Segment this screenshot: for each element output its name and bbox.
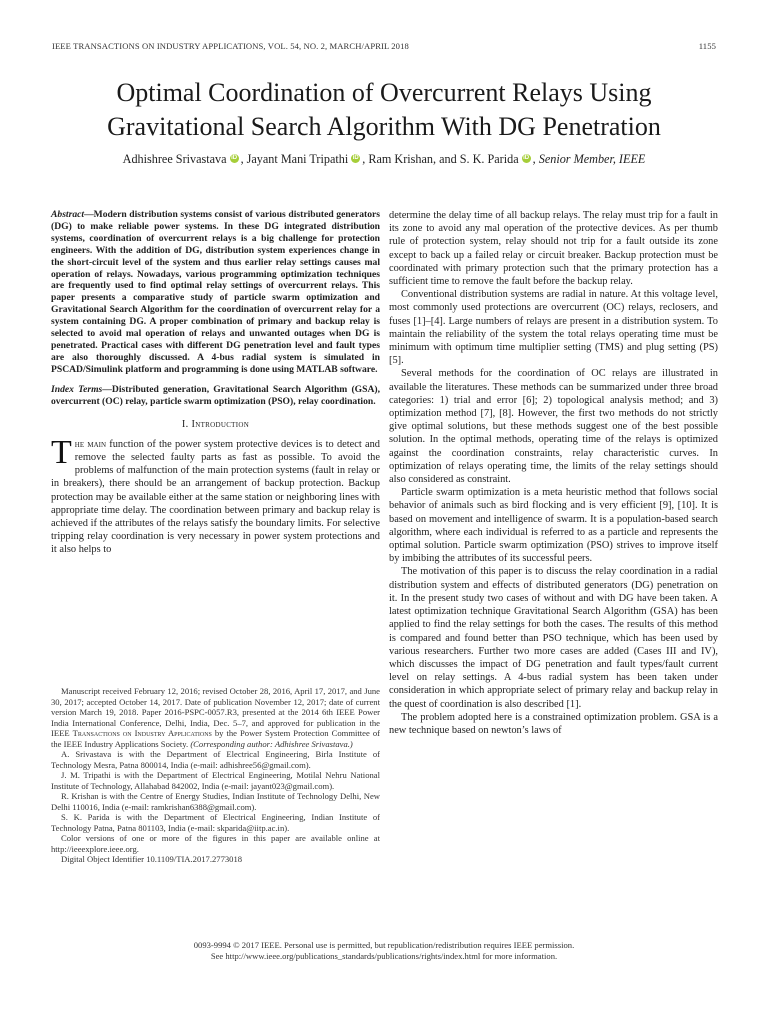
abstract (51, 209, 380, 376)
footnote-doi: Digital Object Identifier 10.1109/TIA.2017.2773018 (61, 854, 243, 864)
page-number: 1155 (698, 41, 716, 51)
footnote-text: by the Power System Protection Committee of the IEEE Industry Applications Society. (51, 728, 380, 749)
membership-grade: , Senior Member, IEEE (532, 152, 646, 166)
index-terms-label: Index Terms (51, 383, 103, 395)
orcid-icon[interactable]: iD (523, 155, 530, 161)
abstract-label: Abstract (51, 209, 85, 220)
body-paragraph: The motivation of this paper is to discuss the relay coordination in a radial distribution system and effects of distributed generators (DG) penetration on it. In the present study two cases of without and with DG have been taken. A latest optimization technique Gravitational Search Algorithm (GSA) has been applied to find the relay settings for both the cases. The results of this method is compared and found better than PSO technique, which has been used by various researchers. Further two more cases are added (Cases III and IV), which discusses the impact of DG penetration and fault types/fault current level on relay settings. A 4-bus radial system has been taken under consideration in which appropriate select of primary relay and backup relay in the quest of coordination is also described [1]. (389, 566, 718, 710)
footnote-affiliation: A. Srivastava is with the Department of Electrical Engineering, Birla Institute of Technology Mesra, Patna 800014, India (e-mail: adhishree56@gmail.com). (51, 749, 380, 770)
right-column (389, 209, 718, 737)
corresponding-author: (Corresponding author: Adhishree Srivastava.) (190, 738, 353, 749)
author-3-4: , Ram Krishan, and S. K. Parida (362, 152, 519, 166)
copyright-notice (40, 940, 728, 962)
footnote-affiliation: J. M. Tripathi is with the Department of Electrical Engineering, Motilal Nehru National Institute of Technology, Allahabad 842002, India (e-mail: jayant023@gmail.com). (51, 770, 380, 791)
drop-cap: T (51, 433, 72, 471)
author-1: Adhishree Srivastava (122, 152, 227, 166)
journal-name: Transactions on Industry Applications (72, 728, 212, 738)
author-list (40, 152, 728, 167)
intro-text: function of the power system protective devices is to detect and remove the selected faulty parts as fast as possible. To avoid the problems of malfunction of the main protection systems (fault in relay or in breakers), there should be an arrangement of backup protection. Backup protection may be available either at the same station or neighboring lines with appropriate time delay. The coordination between primary and backup relay is achieved if the attributes of the relays satisfy the boundary limits. For selective tripping relay coordination is very necessary in power system protections and it also helps to (51, 438, 380, 556)
section-numeral: I. (181, 418, 192, 430)
abstract-text: —Modern distribution systems consist of various distributed generators (DG) to make reliable power systems. In these DG integrated distribution systems, coordination of overcurrent relays is a big challenge for protection engineers. With the addition of DG, distribution system experiences change in the short-circuit level of the system and thus earlier relay settings causes mal operation of relays. Nowadays, various programming optimization techniques are frequently used to find optimal relay settings of overcurrent relays. This paper presents a comparative study of particle swarm optimization and Gravitational Search Algorithm for the coordination of overcurrent relay for a system containing DG. A proper combination of primary and backup relay is selected to avoid mal operation of relays and unwanted outages when DG is penetrated. Practical cases with different DG penetration level and fault types are also thoroughly discussed. A 4-bus radial system is simulated in PSCAD/Simulink platform and programming is done using MATLAB software. (51, 209, 380, 375)
journal-citation: IEEE TRANSACTIONS ON INDUSTRY APPLICATIONS, VOL. 54, NO. 2, MARCH/APRIL 2018 (52, 41, 409, 51)
left-column (51, 209, 380, 557)
intro-paragraph-1 (51, 433, 380, 557)
title-line-2: Gravitational Search Algorithm With DG Penetration (107, 112, 661, 141)
section-heading-introduction (51, 418, 380, 431)
footnote-affiliation: S. K. Parida is with the Department of Electrical Engineering, Indian Institute of Technology Patna, Patna 801103, India (e-mail: skparida@iitp.ac.in). (51, 812, 380, 833)
orcid-icon[interactable]: iD (352, 155, 359, 161)
copyright-line-1: 0093-9994 © 2017 IEEE. Personal use is permitted, but republication/redistribution requires IEEE permission. (193, 940, 575, 950)
title-line-1: Optimal Coordination of Overcurrent Relays Using (116, 78, 652, 107)
body-paragraph: Several methods for the coordination of OC relays are illustrated in available the literatures. These methods can be summarized under three broad categories: 1) trial and error [6]; 2) topological analysis method; and 3) optimization method [7], [8]. However, the first two methods do not strictly give optimal solutions, but these methods suggest one of the best possible solution. In the optimal methods, operating time of the relays is optimized against the coordination constraints, relay characteristic curves. In optimization of relays operating time, the limits of the relay settings should also considered as constraint. (389, 368, 718, 486)
index-terms-text: —Distributed generation, Gravitational Search Algorithm (GSA), overcurrent (OC) relay, particle swarm optimization (PSO), relay coordination. (51, 383, 380, 407)
intro-first-word: he main (74, 438, 107, 450)
body-paragraph: Particle swarm optimization is a meta heuristic method that follows social behavior of animals such as bird flocking and is very efficient [9], [10]. It is based on movement and intelligence of swarm. It is a population-based search algorithm, where each individual is referred to as a particle and represents the optimal solution. Particle swarm optimization (PSO) strives to improve itself by imbibing the attributes of its successful peers. (389, 487, 718, 565)
index-terms (51, 384, 380, 408)
body-paragraph: Conventional distribution systems are radial in nature. At this voltage level, most commonly used protections are overcurrent (OC) relays, reclosers, and fuses [1]–[4]. Large numbers of relays are present in a distribution system. To maintain the reliability of the system the total relays operating time must be minimum with optimum time multiplier setting (TMS) and plug setting (PS) [5]. (389, 289, 718, 367)
running-head (52, 41, 716, 55)
footnote-text: Manuscript received February 12, 2016; revised October 28, 2016, April 17, 2017, and June 30, 2017; accepted October 14, 2017. Date of publication November 12, 2017; date of current version March 19, 2018. Paper 2016-PSPC-0057.R3, presented at the 2014 6th IEEE Power India International Conference, Delhi, India, Dec. 5–7, and approved for publication in the IEEE (51, 686, 380, 738)
body-paragraph: The problem adopted here is a constrained optimization problem. GSA is a new technique based on newton’s laws of (389, 711, 718, 736)
body-paragraph: determine the delay time of all backup relays. The relay must trip for a fault in its zone to avoid any mal operation of the protective devices. As per thumb rule of protection system, relay should not trip for a fault outside its zone except to back up a failed relay or circuit breaker. Backup protection must be coordinated with primary protection such that the primary protection has a sufficient time to remove the fault before the backup relay. (389, 210, 718, 288)
footnote-affiliation: R. Krishan is with the Centre of Energy Studies, Indian Institute of Technology Delhi, New Delhi 110016, India (e-mail: ramkrishan6388@gmail.com). (51, 791, 380, 812)
orcid-icon[interactable]: iD (231, 155, 238, 161)
section-title: Introduction (191, 418, 250, 430)
footnote-manuscript (51, 686, 380, 749)
footnote-color-versions: Color versions of one or more of the figures in this paper are available online at http://ieeexplore.ieee.org. (51, 833, 380, 854)
copyright-line-2[interactable]: See http://www.ieee.org/publications_standards/publications/rights/index.html for more information. (210, 951, 558, 961)
footnotes (51, 686, 380, 865)
paper-title (40, 76, 728, 144)
author-2: , Jayant Mani Tripathi (240, 152, 349, 166)
